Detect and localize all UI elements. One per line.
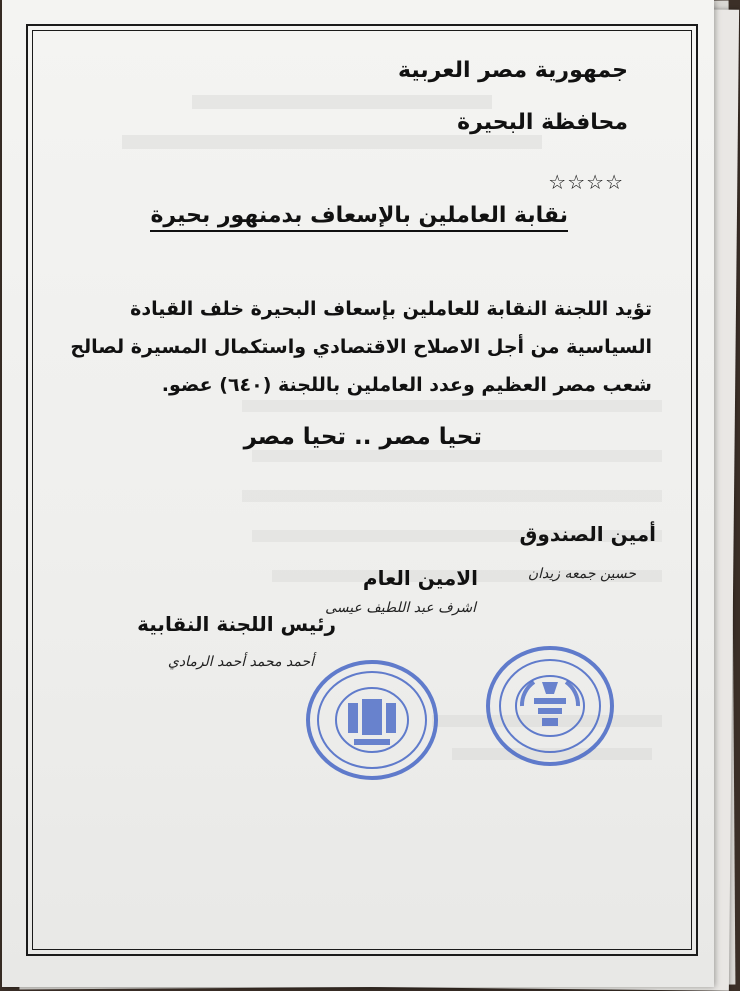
union-seal-stamp-right (482, 642, 618, 770)
slogan: تحيا مصر .. تحيا مصر (243, 424, 482, 450)
document-page (2, 0, 714, 987)
body-line-1: تؤيد اللجنة النقابة للعاملين بإسعاف البحيرة خلف القيادة (130, 298, 652, 320)
chairman-title: رئيس اللجنة النقابية (137, 612, 336, 636)
bleed-through-mark (252, 450, 662, 462)
treasurer-signature: حسين جمعه زيدان (527, 566, 636, 582)
treasurer-title: أمين الصندوق (519, 522, 656, 546)
chairman-signature: أحمد محمد أحمد الرمادي (167, 654, 314, 670)
union-name-heading: نقابة العاملين بالإسعاف بدمنهور بحيرة (150, 203, 568, 232)
body-line-2: السياسية من أجل الاصلاح الاقتصادي واستكمال المسيرة لصالح (70, 336, 652, 358)
header-stars: ☆☆☆☆ (548, 170, 624, 194)
bleed-through-mark (242, 400, 662, 412)
body-line-3: شعب مصر العظيم وعدد العاملين باللجنة (٦٤٠) عضو. (161, 374, 652, 396)
bleed-through-mark (192, 95, 492, 109)
header-governorate: محافظة البحيرة (457, 110, 628, 135)
bleed-through-mark (122, 135, 542, 149)
union-seal-stamp-left (302, 655, 442, 785)
secretary-title: الامين العام (362, 566, 478, 590)
header-country: جمهورية مصر العربية (398, 58, 628, 83)
bleed-through-mark (242, 490, 662, 502)
secretary-signature: اشرف عبد اللطيف عيسى (325, 600, 476, 616)
